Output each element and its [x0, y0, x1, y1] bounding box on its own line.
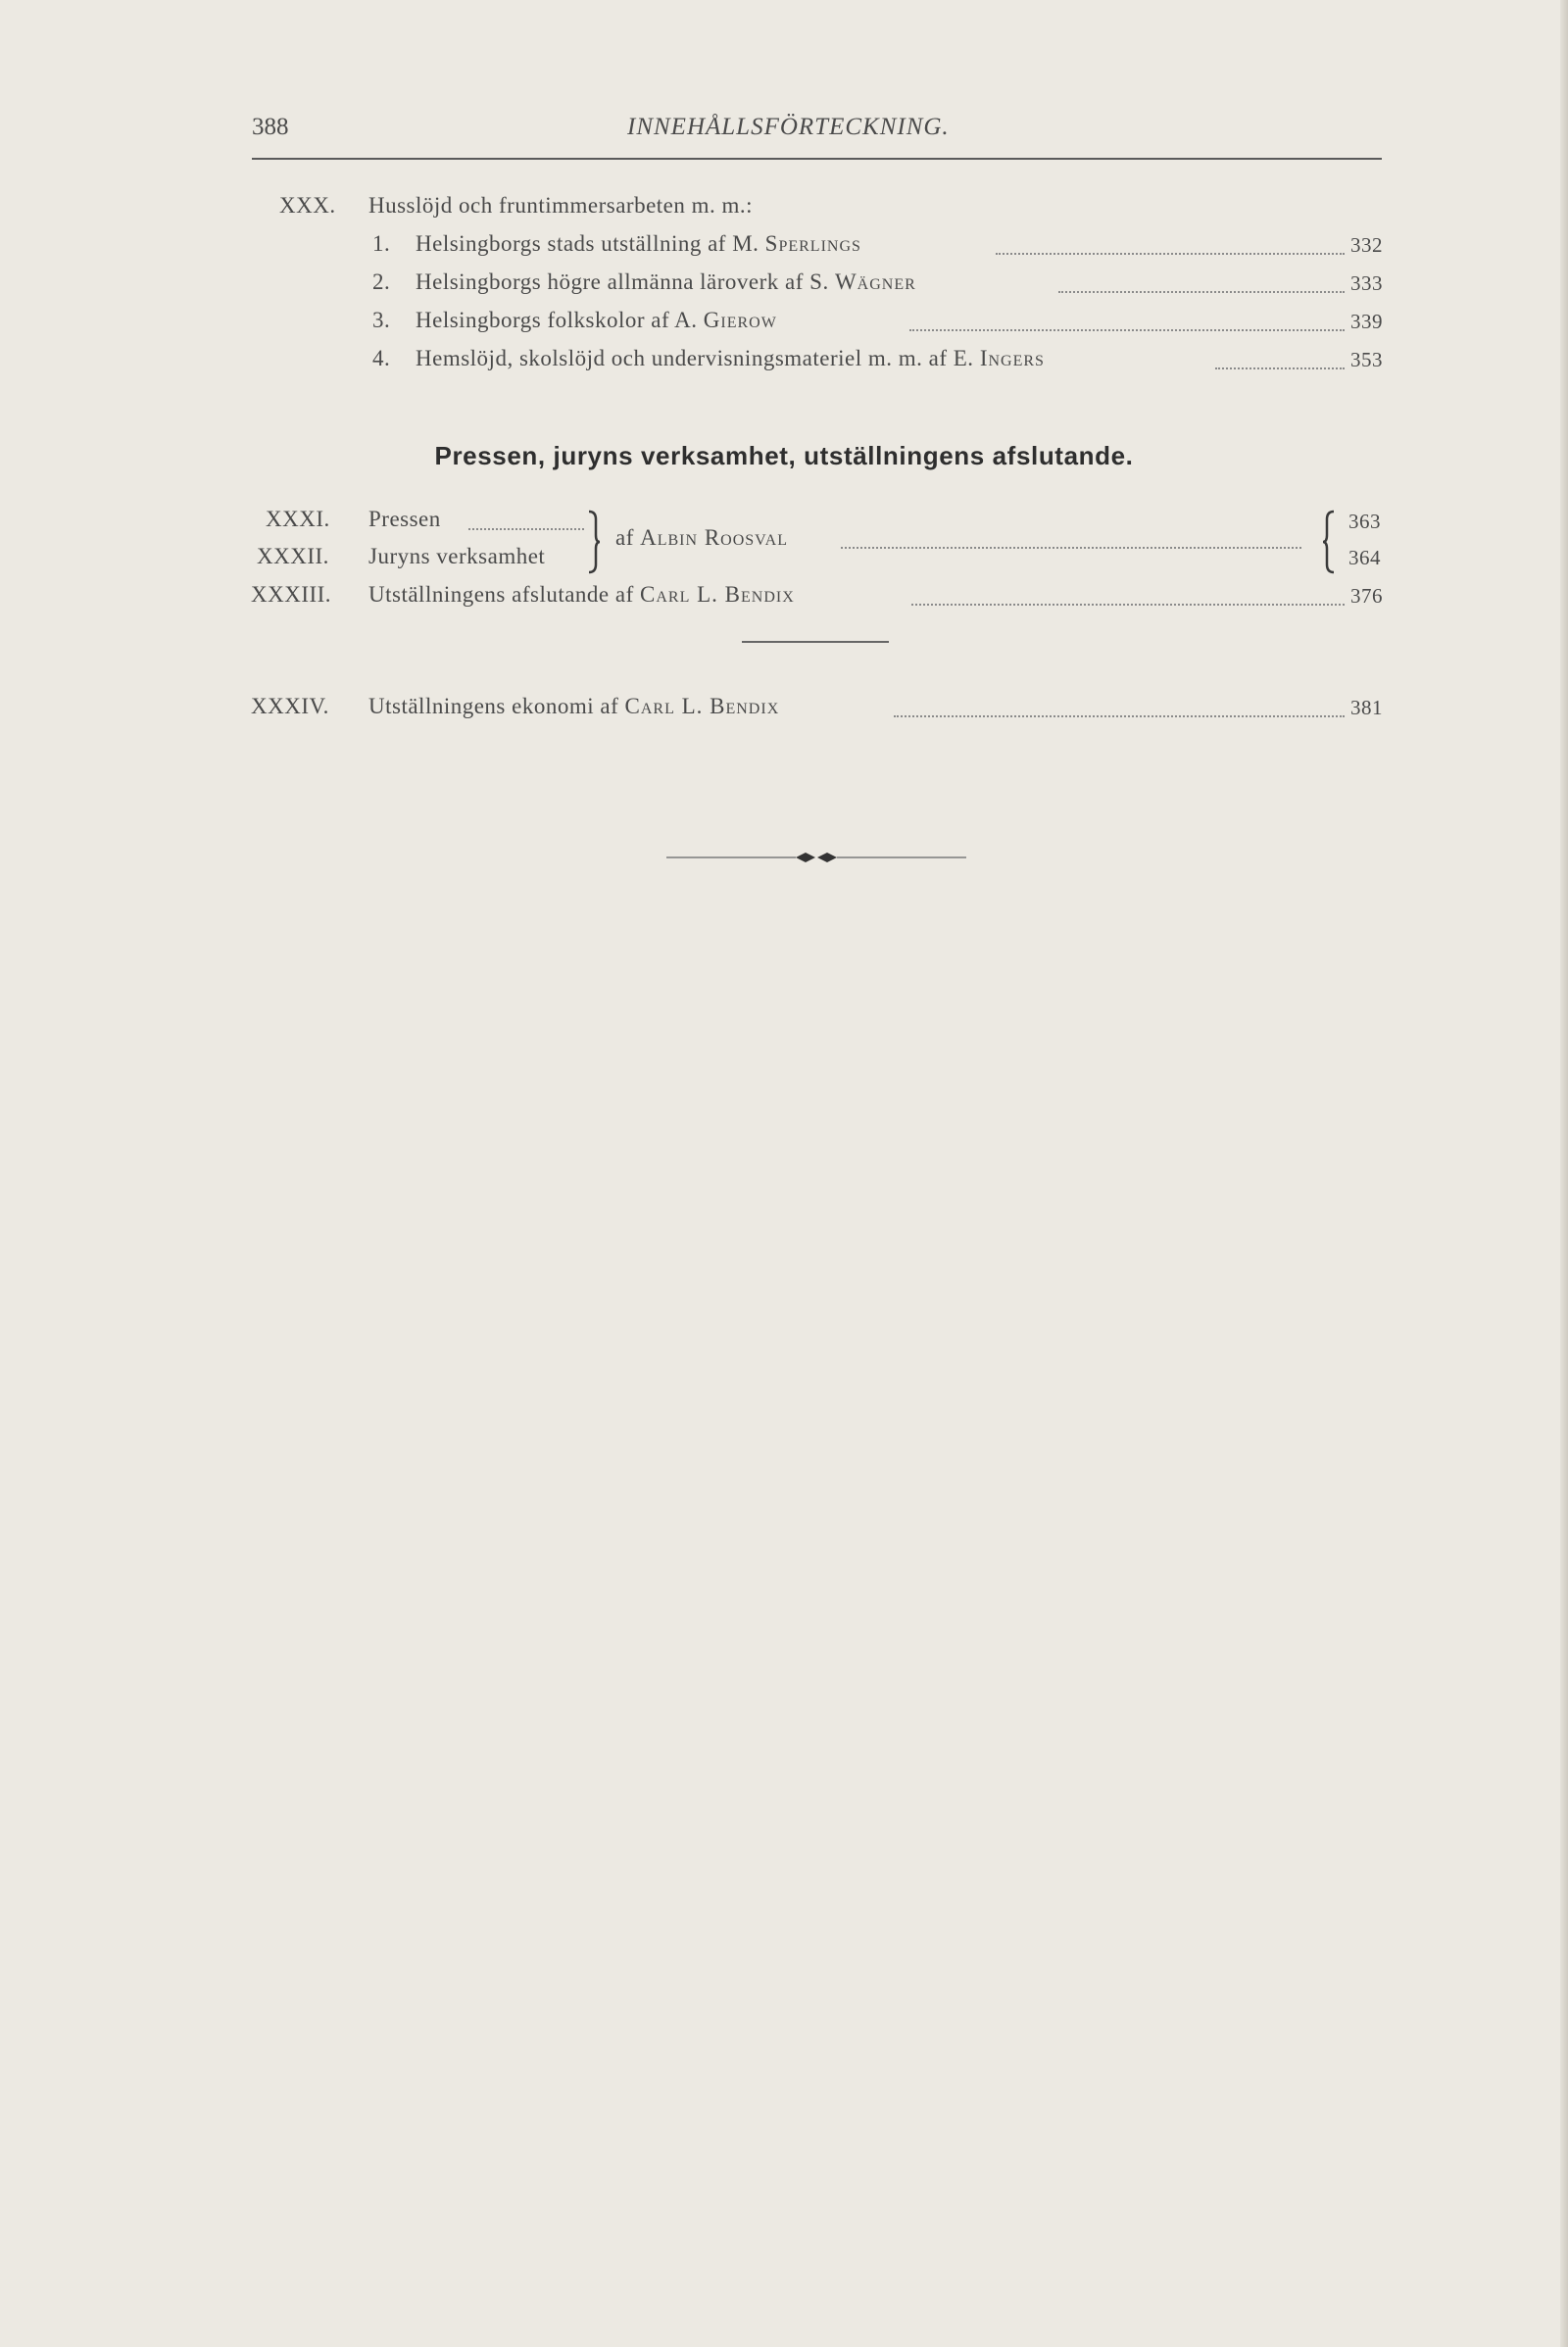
toc-entry-text: Hemslöjd, skolslöjd och undervisningsmateriel m. m. af E. Ingers: [416, 346, 1045, 370]
leader-dots: [1058, 291, 1345, 293]
leader-dots: [894, 715, 1345, 717]
toc-entry-text: Utställningens afslutande af Carl L. Bendix: [368, 582, 795, 607]
running-title: INNEHÅLLSFÖRTECKNING.: [627, 114, 950, 140]
item-number: 3.: [372, 308, 391, 332]
toc-entry-text: Helsingborgs folkskolor af A. Gierow: [416, 308, 777, 332]
grouped-author: af Albin Roosval: [615, 525, 788, 550]
page-ref: 363: [1348, 510, 1381, 533]
ornament-divider-icon: [666, 845, 966, 870]
separator-rule: [742, 641, 889, 643]
toc-entry-text: Helsingborgs stads utställning af M. Sperlings: [416, 231, 861, 256]
page-ref: 364: [1348, 546, 1381, 569]
item-number: 1.: [372, 231, 391, 256]
leader-dots: [911, 604, 1345, 606]
section-xxx-title: Husslöjd och fruntimmersarbeten m. m.:: [368, 193, 754, 218]
toc-entry-text: Helsingborgs högre allmänna läroverk af S. Wägner: [416, 269, 916, 294]
page-ref: 376: [1350, 584, 1383, 608]
page-ref: 332: [1350, 233, 1383, 257]
leader-dots: [1215, 367, 1345, 369]
leader-dots: [468, 528, 584, 530]
section-heading: Pressen, juryns verksamhet, utställningens afslutande.: [434, 441, 1134, 470]
toc-entry-text: Utställningens ekonomi af Carl L. Bendix: [368, 694, 780, 718]
right-brace-icon: [1321, 510, 1337, 574]
toc-entry-title: Juryns verksamhet: [368, 544, 546, 568]
leader-dots: [909, 329, 1345, 331]
page-ref: 333: [1350, 271, 1383, 295]
header-rule: [252, 158, 1382, 160]
page-edge: [1560, 0, 1568, 2347]
page-ref: 339: [1350, 310, 1383, 333]
page-ref: 353: [1350, 348, 1383, 371]
item-number: 2.: [372, 269, 391, 294]
left-brace-icon: [586, 510, 602, 574]
leader-dots: [841, 547, 1301, 549]
page-number: 388: [252, 114, 289, 140]
page-ref: 381: [1350, 696, 1383, 719]
leader-dots: [996, 253, 1345, 255]
numeral-xxxiii: XXXIII.: [251, 582, 332, 607]
numeral-xxx: XXX.: [279, 193, 336, 218]
toc-entry-title: Pressen: [368, 507, 441, 531]
numeral-xxxiv: XXXIV.: [251, 694, 329, 718]
numeral-xxxii: XXXII.: [257, 544, 329, 568]
item-number: 4.: [372, 346, 391, 370]
numeral-xxxi: XXXI.: [266, 507, 330, 531]
